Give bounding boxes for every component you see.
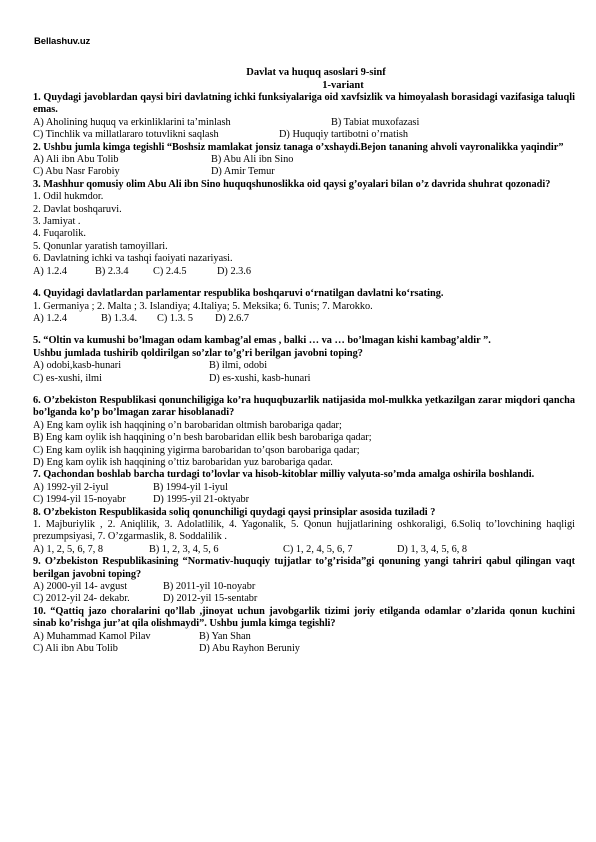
q5-option-b: B) ilmi, odobi (209, 360, 268, 372)
q5-option-d: D) es-xushi, kasb-hunari (209, 372, 311, 384)
q5-options-ab (33, 360, 575, 372)
q2-option-a: A) Ali ibn Abu Tolib (33, 154, 119, 166)
q2-option-d: D) Amir Temur (211, 166, 275, 178)
q10-options-cd (33, 643, 575, 655)
q6-option-c: C) Eng kam oylik ish haqqining yigirma barobaridan to’qson barobariga qadar; (33, 444, 360, 456)
spacer (33, 278, 575, 288)
q8-principles-list: 1. Majburiylik , 2. Aniqlilik, 3. Adolatlilik, 4. Yagonalik, 5. Qonun hujjatlarining oshkoraligi, 6.Soliq to’lovchining haqligi prezumpsiyasi, 7. O’zgarmaslik, 8. Soddalilik . (33, 519, 575, 543)
q5-option-a: A) odobi,kasb-hunari (33, 360, 122, 372)
test-title: Davlat va huquq asoslari 9-sinf (246, 67, 386, 78)
question-3: 3. Mashhur qomusiy olim Abu Ali ibn Sino huquqshunoslikka oid qaysi g’oyalari bilan o’z davrida shuhrat qozonadi? (33, 178, 551, 190)
q3-item: 3. Jamiyat . (33, 216, 81, 228)
q9-option-d: D) 2012-yil 15-sentabr (163, 593, 258, 605)
question-5-prompt: Ushbu jumlada tushirib qoldirilgan so’zlar to’g’ri berilgan javobni toping? (33, 347, 363, 359)
question-4: 4. Quyidagi davlatlardan parlamentar respublika boshqaruvi o‘rnatilgan davlatni ko‘rsating. (33, 288, 444, 300)
q10-options-ab (33, 631, 575, 643)
q4-option-c: C) 1.3. 5 (157, 312, 194, 324)
q3-item: 5. Qonunlar yaratish tamoyillari. (33, 240, 168, 252)
q7-option-b: B) 1994-yil 1-iyul (153, 481, 228, 493)
q7-options-ab (33, 482, 575, 494)
q1-options-cd (33, 129, 575, 141)
question-5: 5. “Oltin va kumushi bo’lmagan odam kambag’al emas , balki … va … bo’lmagan kishi kambag’aldir ”. (33, 335, 491, 347)
question-10: 10. “Qattiq jazo choralarini qo’llab ,jinoyat uchun javobgarlik tizimi joriy etilganda odamlar o’zlarida qonun kuchini sinab ko’rishga jur’at qila olishmaydi”. Ushbu jumla kimga tegishli? (33, 605, 575, 630)
q10-option-c: C) Ali ibn Abu Tolib (33, 643, 118, 655)
q8-option-c: C) 1, 2, 4, 5, 6, 7 (283, 543, 353, 555)
q9-option-a: A) 2000-yil 14- avgust (33, 581, 128, 593)
q1-option-b: B) Tabiat muxofazasi (331, 116, 420, 128)
q8-options (33, 544, 575, 556)
question-8: 8. O’zbekiston Respublikasida soliq qonunchiligi quydagi qaysi prinsiplar asosida tuziladi ? (33, 506, 436, 518)
q2-option-b: B) Abu Ali ibn Sino (211, 154, 294, 166)
q6-option-d: D) Eng kam oylik ish haqqining o’ttiz barobaridan yuz barobariga qadar. (33, 456, 333, 468)
q1-option-c: C) Tinchlik va millatlararo totuvlikni saqlash (33, 129, 219, 141)
q7-option-d: D) 1995-yil 21-oktyabr (153, 494, 250, 506)
q3-item: 1. Odil hukmdor. (33, 191, 104, 203)
q1-option-d: D) Huquqiy tartibotni o’rnatish (279, 129, 408, 141)
q4-options (33, 313, 575, 325)
q10-option-a: A) Muhammad Kamol Pilav (33, 630, 151, 642)
q1-options-ab (33, 117, 575, 129)
q4-option-a: A) 1.2.4 (33, 312, 68, 324)
q2-option-c: C) Abu Nasr Farobiy (33, 166, 120, 178)
q7-option-a: A) 1992-yil 2-iyul (33, 481, 109, 493)
q7-options-cd (33, 494, 575, 506)
variant-label: 1-variant (322, 80, 364, 91)
q6-option-b: B) Eng kam oylik ish haqqining o’n besh barobaridan ellik besh barobariga qadar; (33, 432, 372, 444)
q8-option-a: A) 1, 2, 5, 6, 7, 8 (33, 543, 104, 555)
q1-option-a: A) Aholining huquq va erkinliklarini ta’minlash (33, 116, 231, 128)
q9-options-ab (33, 581, 575, 593)
q3-item: 2. Davlat boshqaruvi. (33, 203, 122, 215)
q9-option-c: C) 2012-yil 24- dekabr. (33, 593, 130, 605)
q9-options-cd (33, 593, 575, 605)
q5-options-cd (33, 373, 575, 385)
site-watermark: Bellashuv.uz (34, 36, 91, 47)
q10-option-b: B) Yan Shan (199, 630, 251, 642)
q4-option-d: D) 2.6.7 (215, 312, 250, 324)
test-content (33, 66, 575, 655)
q6-option-a: A) Eng kam oylik ish haqqining o’n barobaridan oltmish barobariga qadar; (33, 419, 342, 431)
question-1: 1. Quydagi javoblardan qaysi biri davlatning ichki funksiyalariga oid xavfsizlik va himoyalash borasidagi vazifasiga taluqli emas. (33, 92, 575, 116)
q2-options-ab (33, 154, 575, 166)
question-9: 9. O’zbekiston Respublikasining “Normativ-huquqiy tujjatlar to’g’risida”gi qonuning yangi tahriri qabul qilingan vaqt berilgan javobni toping? (33, 556, 575, 580)
spacer (33, 325, 575, 335)
q3-item: 6. Davlatning ichki va tashqi faoiyati nazariyasi. (33, 253, 233, 265)
q3-option-d: D) 2.3.6 (217, 265, 252, 277)
question-2: 2. Ushbu jumla kimga tegishli “Boshsiz mamlakat jonsiz tanaga o’xshaydi.Bejon tananing ahvoli vayronalikka yaqindir” (33, 141, 564, 153)
q8-option-d: D) 1, 3, 4, 5, 6, 8 (397, 543, 468, 555)
q3-item: 4. Fuqarolik. (33, 228, 86, 240)
q5-option-c: C) es-xushi, ilmi (33, 372, 102, 384)
q3-option-c: C) 2.4.5 (153, 265, 187, 277)
q3-option-a: A) 1.2.4 (33, 265, 68, 277)
q4-option-b: B) 1.3.4. (101, 312, 138, 324)
q3-options (33, 266, 575, 278)
q3-option-b: B) 2.3.4 (95, 265, 129, 277)
question-7: 7. Qachondan boshlab barcha turdagi to’lovlar va hisob-kitoblar milliy valyuta-so’mda amalga oshirila boshlandi. (33, 469, 535, 481)
q10-option-d: D) Abu Rayhon Beruniy (199, 643, 300, 655)
q7-option-c: C) 1994-yil 15-noyabr (33, 494, 126, 506)
q9-option-b: B) 2011-yil 10-noyabr (163, 581, 256, 593)
spacer (33, 385, 575, 395)
q8-option-b: B) 1, 2, 3, 4, 5, 6 (149, 543, 219, 555)
q2-options-cd (33, 166, 575, 178)
q4-country-list: 1. Germaniya ; 2. Malta ; 3. Islandiya; 4.Italiya; 5. Meksika; 6. Tunis; 7. Marokko. (33, 300, 373, 312)
question-6: 6. O’zbekiston Respublikasi qonunchiligiga ko’ra huquqbuzarlik natijasida mol-mulkka yetkazilgan zarar miqdori qancha bo’lganda ko’p bo’lmagan zarar hisoblanadi? (33, 394, 575, 419)
